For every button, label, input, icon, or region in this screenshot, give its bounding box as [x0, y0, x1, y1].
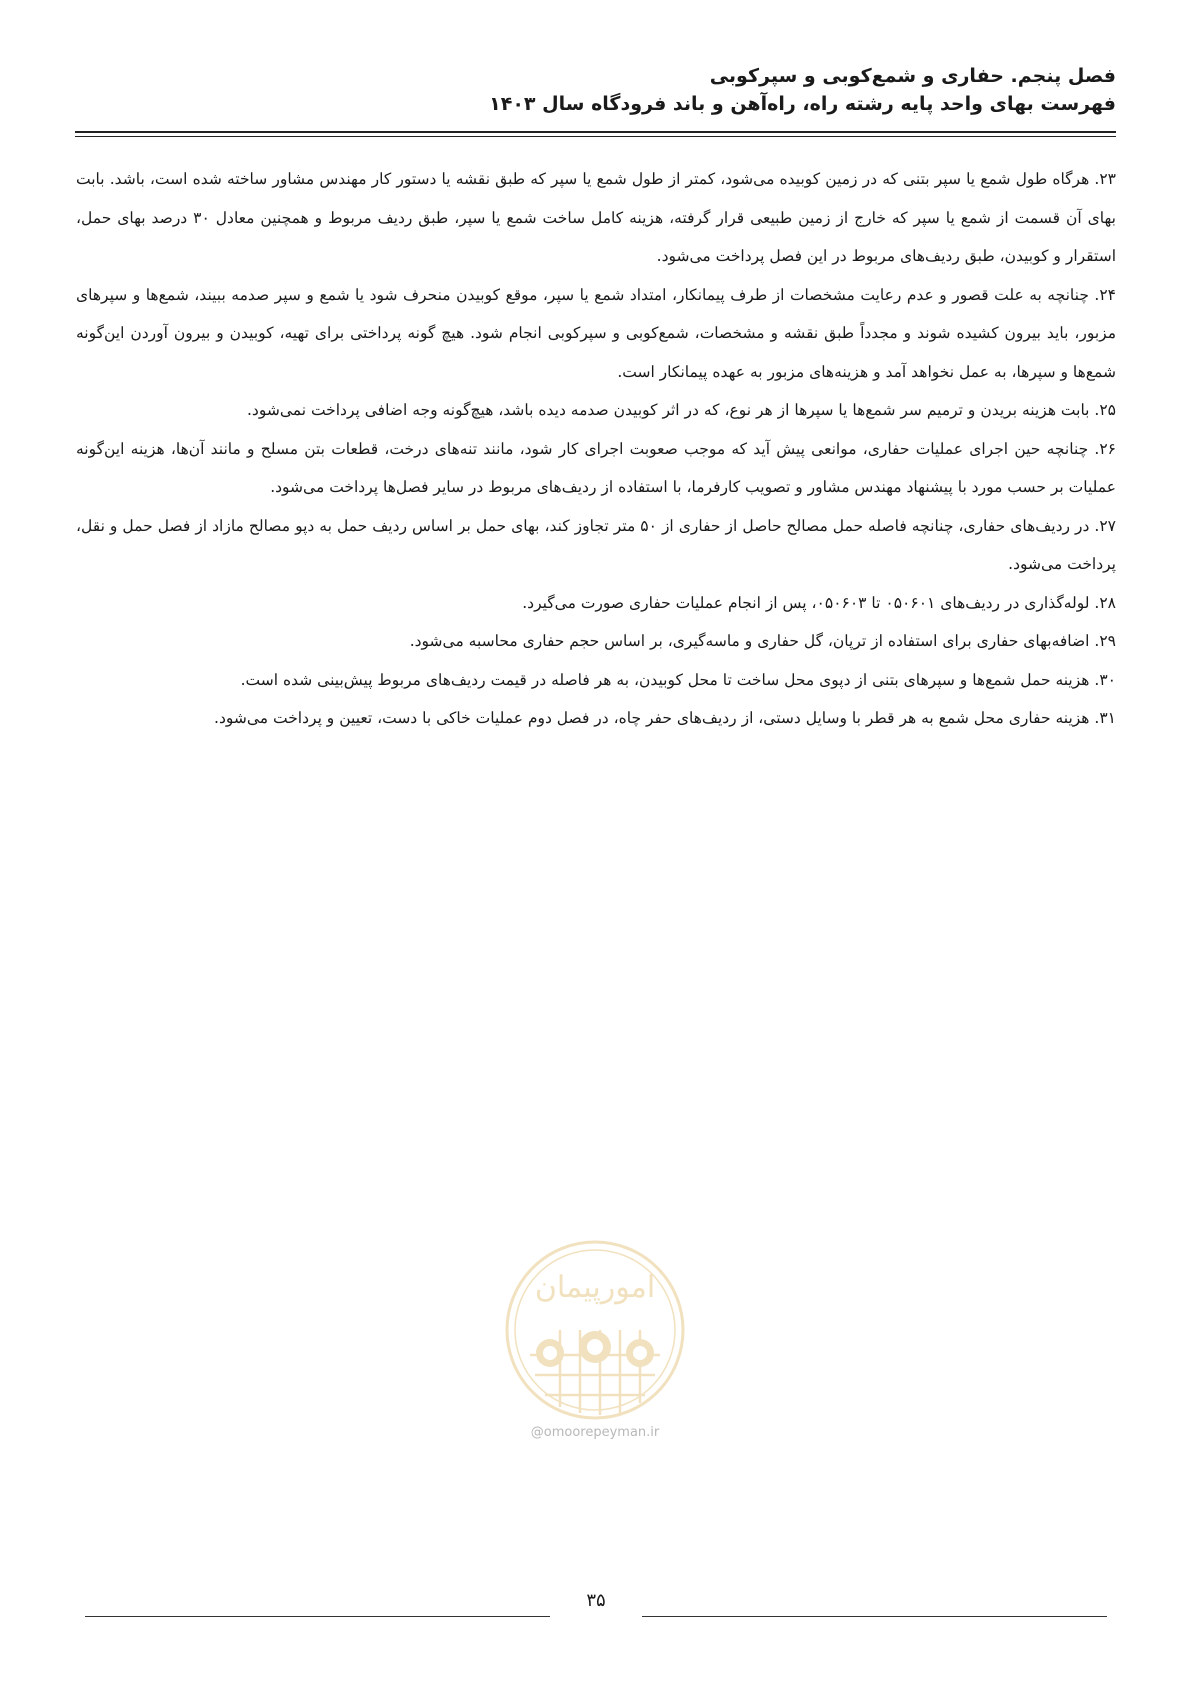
- chapter-title: فصل پنجم. حفاری و شمع‌کوبی و سپرکوبی: [709, 65, 1116, 87]
- footer-rule-right: [642, 1616, 1107, 1617]
- watermark-site: @omoorepeyman.ir: [530, 1425, 660, 1440]
- clause-30: ۳۰. هزینه حمل شمع‌ها و سپرهای بتنی از دپوی محل ساخت تا محل کوبیدن، به هر فاصله در قیمت ردیف‌های مربوط پیش‌بینی شده است.: [240, 670, 1116, 689]
- page-number: ۳۵: [586, 1590, 606, 1611]
- clause-24: ۲۴. چنانچه به علت قصور و عدم رعایت مشخصات از طرف پیمانکار، امتداد شمع یا سپر، موقع کوبیدن منحرف شود یا شمع و سپر صدمه ببیند، شمع‌ها و سپرهای مزبور، باید بیرون کشیده شوند و مجدداً طبق نقشه و مشخصات، شمع‌کوبی و سپرکوبی انجام شود. هیچ گونه پرداختی برای تهیه، کوبیدن و بیرون آوردن این‌گونه شمع‌ها و سپرها، به عمل نخواهد آمد و هزینه‌های مزبور به عهده پیمانکار است.: [76, 285, 1116, 381]
- clause-27: ۲۷. در ردیف‌های حفاری، چنانچه فاصله حمل مصالح حاصل از حفاری از ۵۰ متر تجاوز کند، بهای حمل بر اساس ردیف حمل به دپو مصالح مازاد از فصل حمل و نقل، پرداخت می‌شود.: [76, 516, 1116, 573]
- clause-28: ۲۸. لوله‌گذاری در ردیف‌های ۰۵۰۶۰۱ تا ۰۵۰۶۰۳، پس از انجام عملیات حفاری صورت می‌گیرد.: [522, 593, 1116, 612]
- watermark-logo: [500, 1235, 690, 1425]
- clause-31: ۳۱. هزینه حفاری محل شمع به هر قطر با وسایل دستی، از ردیف‌های حفر چاه، در فصل دوم عملیات خاکی با دست، تعیین و پرداخت می‌شود.: [214, 709, 1116, 727]
- clause-29: ۲۹. اضافه‌بهای حفاری برای استفاده از ترپان، گل حفاری و ماسه‌گیری، بر اساس حجم حفاری محاسبه می‌شود.: [409, 632, 1116, 650]
- body-content: [76, 160, 1116, 738]
- clause-23: ۲۳. هرگاه طول شمع یا سپر بتنی که در زمین کوبیده می‌شود، کمتر از طول شمع یا سپر که طبق نقشه یا دستور کار مهندس مشاور ساخته شده است، باشد. بابت بهای آن قسمت از شمع یا سپر که خارج از زمین طبیعی قرار گرفته، هزینه کامل ساخت شمع یا سپر، طبق ردیف مربوط و همچنین معادل ۳۰ درصد بهای حمل، استقرار و کوبیدن، طبق ردیف‌های مربوط در این فصل پرداخت می‌شود.: [76, 170, 1116, 265]
- clause-25: ۲۵. بابت هزینه بریدن و ترمیم سر شمع‌ها یا سپرها از هر نوع، که در اثر کوبیدن صدمه دیده باشد، هیچ‌گونه وجه اضافی پرداخت نمی‌شود.: [247, 401, 1116, 419]
- document-subtitle: فهرست بهای واحد پایه رشته راه، راه‌آهن و باند فرودگاه سال ۱۴۰۳: [489, 93, 1116, 115]
- watermark-logo-text: امورپیمان: [534, 1270, 656, 1305]
- page-header: [76, 62, 1116, 118]
- footer-rule-left: [85, 1616, 550, 1617]
- clause-26: ۲۶. چنانچه حین اجرای عملیات حفاری، موانعی پیش آید که موجب صعوبت اجرای کار شود، مانند تنه‌های درخت، قطعات بتن مسلح و مانند آن‌ها، هزینه این‌گونه عملیات بر حسب مورد با پیشنهاد مهندس مشاور و تصویب کارفرما، با استفاده از ردیف‌های مربوط در سایر فصل‌ها پرداخت می‌شود.: [76, 439, 1116, 496]
- header-rule-thin: [75, 136, 1116, 137]
- header-rule-thick: [75, 131, 1116, 133]
